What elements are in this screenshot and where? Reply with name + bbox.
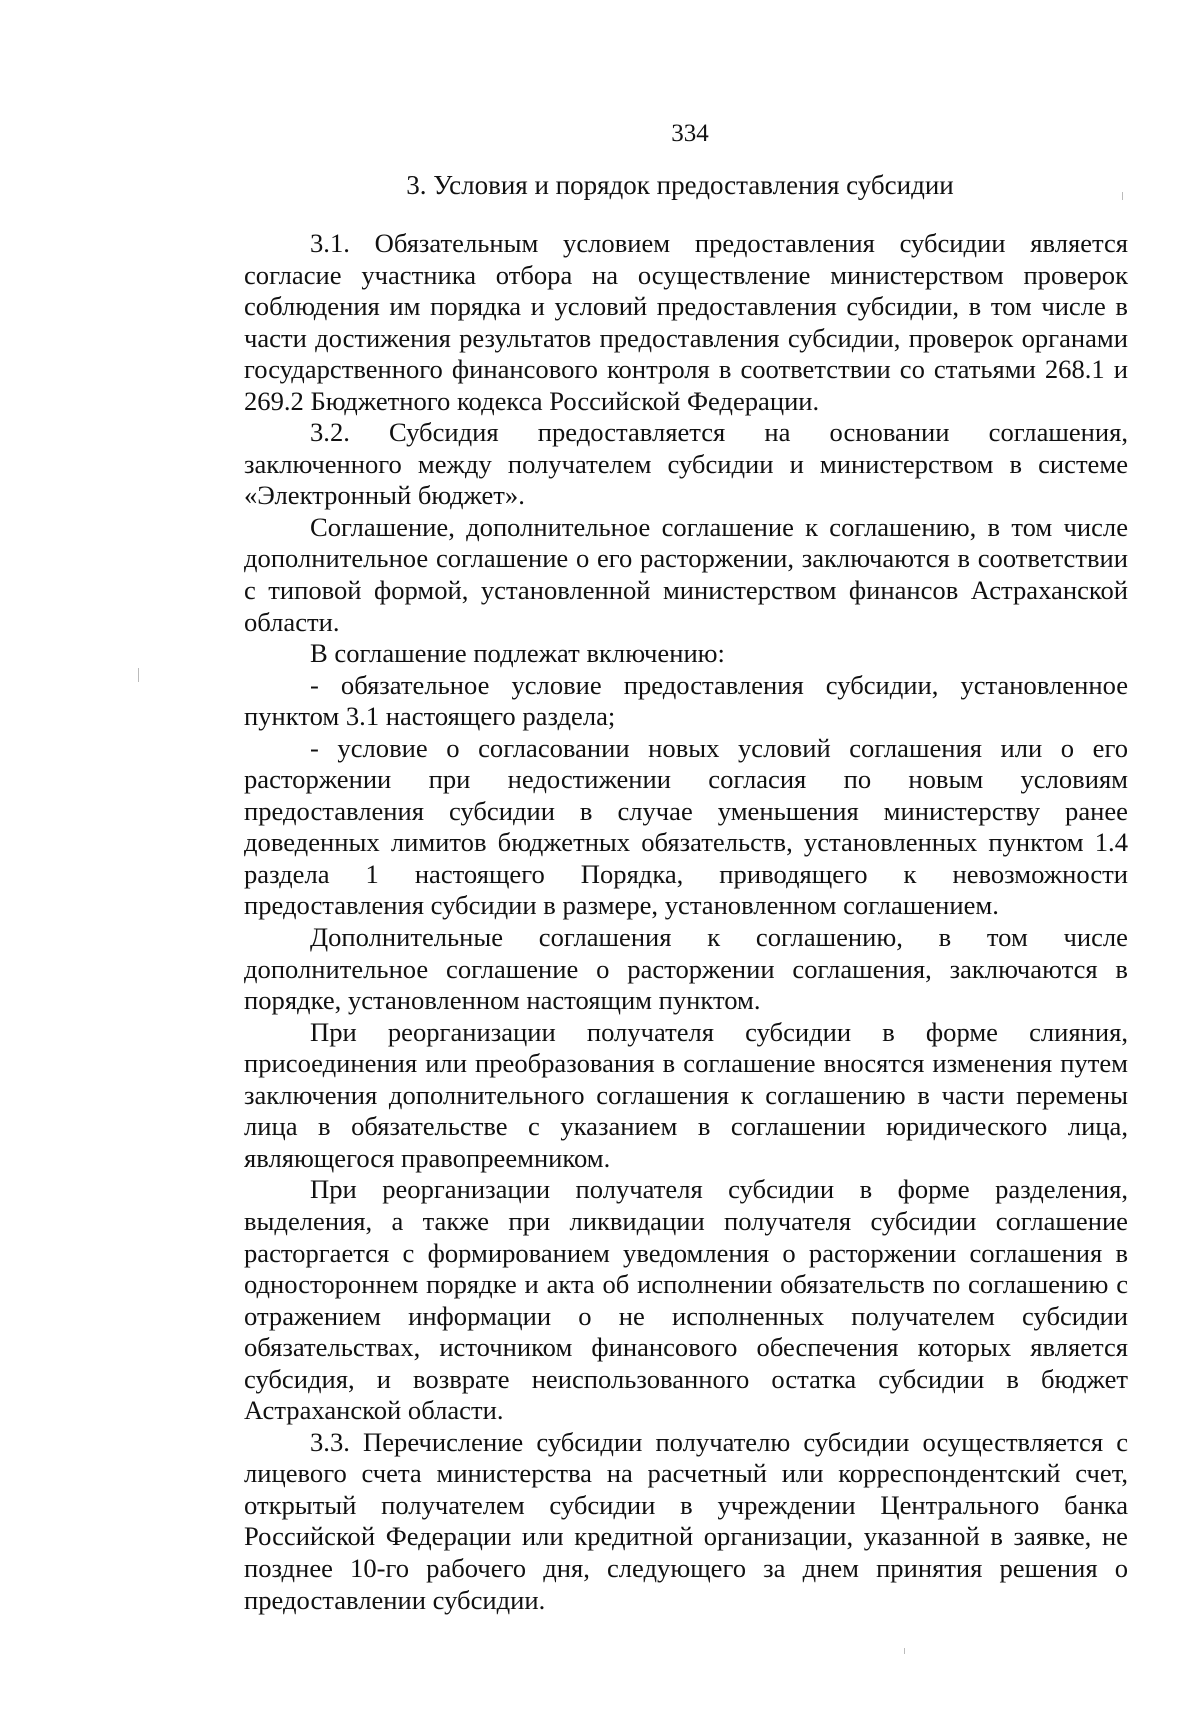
list-item-mandatory-condition: - обязательное условие предоставления субсидии, установленное пунктом 3.1 настоящего раздела; xyxy=(244,669,1128,732)
paragraph-inclusion-intro: В соглашение подлежат включению: xyxy=(310,638,725,669)
paragraph-3-3: 3.3. Перечисление субсидии получателю субсидии осуществляется с лицевого счета министерства на расчетный или корреспондентский счет, открытый получателем субсидии в учреждении Центрального банка Российской Федерации или кредитной организации, указанной в заявке, не позднее 10-го рабочего дня, следующего за днем принятия решения о предоставлении субсидии. xyxy=(244,1426,1128,1615)
paragraph-3-2: 3.2. Субсидия предоставляется на основании соглашения, заключенного между получателем субсидии и министерством в системе «Электронный бюджет». xyxy=(244,417,1128,511)
section-heading: 3. Условия и порядок предоставления субсидии xyxy=(406,170,954,200)
section-body xyxy=(244,228,1128,1616)
paragraph-reorganization-merger: При реорганизации получателя субсидии в форме слияния, присоединения или преобразования в соглашение вносятся изменения путем заключения дополнительного соглашения к соглашению в части перемены лица в обязательстве с указанием в соглашении юридического лица, являющегося правопреемником. xyxy=(244,1016,1128,1173)
paragraph-reorganization-division: При реорганизации получателя субсидии в форме разделения, выделения, а также при ликвидации получателя субсидии соглашение расторгается с формированием уведомления о расторжении соглашения в одностороннем порядке и акта об исполнении обязательств по соглашению с отражением информации о не исполненных получателем субсидии обязательствах, источником финансового обеспечения которых является субсидия, и возврате неиспользованного остатка субсидии в бюджет Астраханской области. xyxy=(244,1174,1128,1426)
scan-artifact-mark xyxy=(138,668,139,682)
paragraph-agreement-form: Соглашение, дополнительное соглашение к соглашению, в том числе дополнительное соглашение о его расторжении, заключаются в соответствии с типовой формой, установленной министерством финансов Астраханской области. xyxy=(244,511,1128,637)
scan-artifact-mark xyxy=(904,1648,905,1654)
paragraph-additional-agreements: Дополнительные соглашения к соглашению, в том числе дополнительное соглашение о расторжении соглашения, заключаются в порядке, установленном настоящим пунктом. xyxy=(244,922,1128,1016)
page-number: 334 xyxy=(671,120,709,147)
list-item-new-conditions: - условие о согласовании новых условий соглашения или о его расторжении при недостижении согласия по новым условиям предоставления субсидии в случае уменьшения министерству ранее доведенных лимитов бюджетных обязательств, установленных пунктом 1.4 раздела 1 настоящего Порядка, приводящего к невозможности предоставления субсидии в размере, установленном соглашением. xyxy=(244,732,1128,921)
scan-artifact-mark xyxy=(1122,192,1123,200)
paragraph-3-1: 3.1. Обязательным условием предоставления субсидии является согласие участника отбора на осуществление министерством проверок соблюдения им порядка и условий предоставления субсидии, в том числе в части достижения результатов предоставления субсидии, проверок органами государственного финансового контроля в соответствии со статьями 268.1 и 269.2 Бюджетного кодекса Российской Федерации. xyxy=(244,228,1128,416)
